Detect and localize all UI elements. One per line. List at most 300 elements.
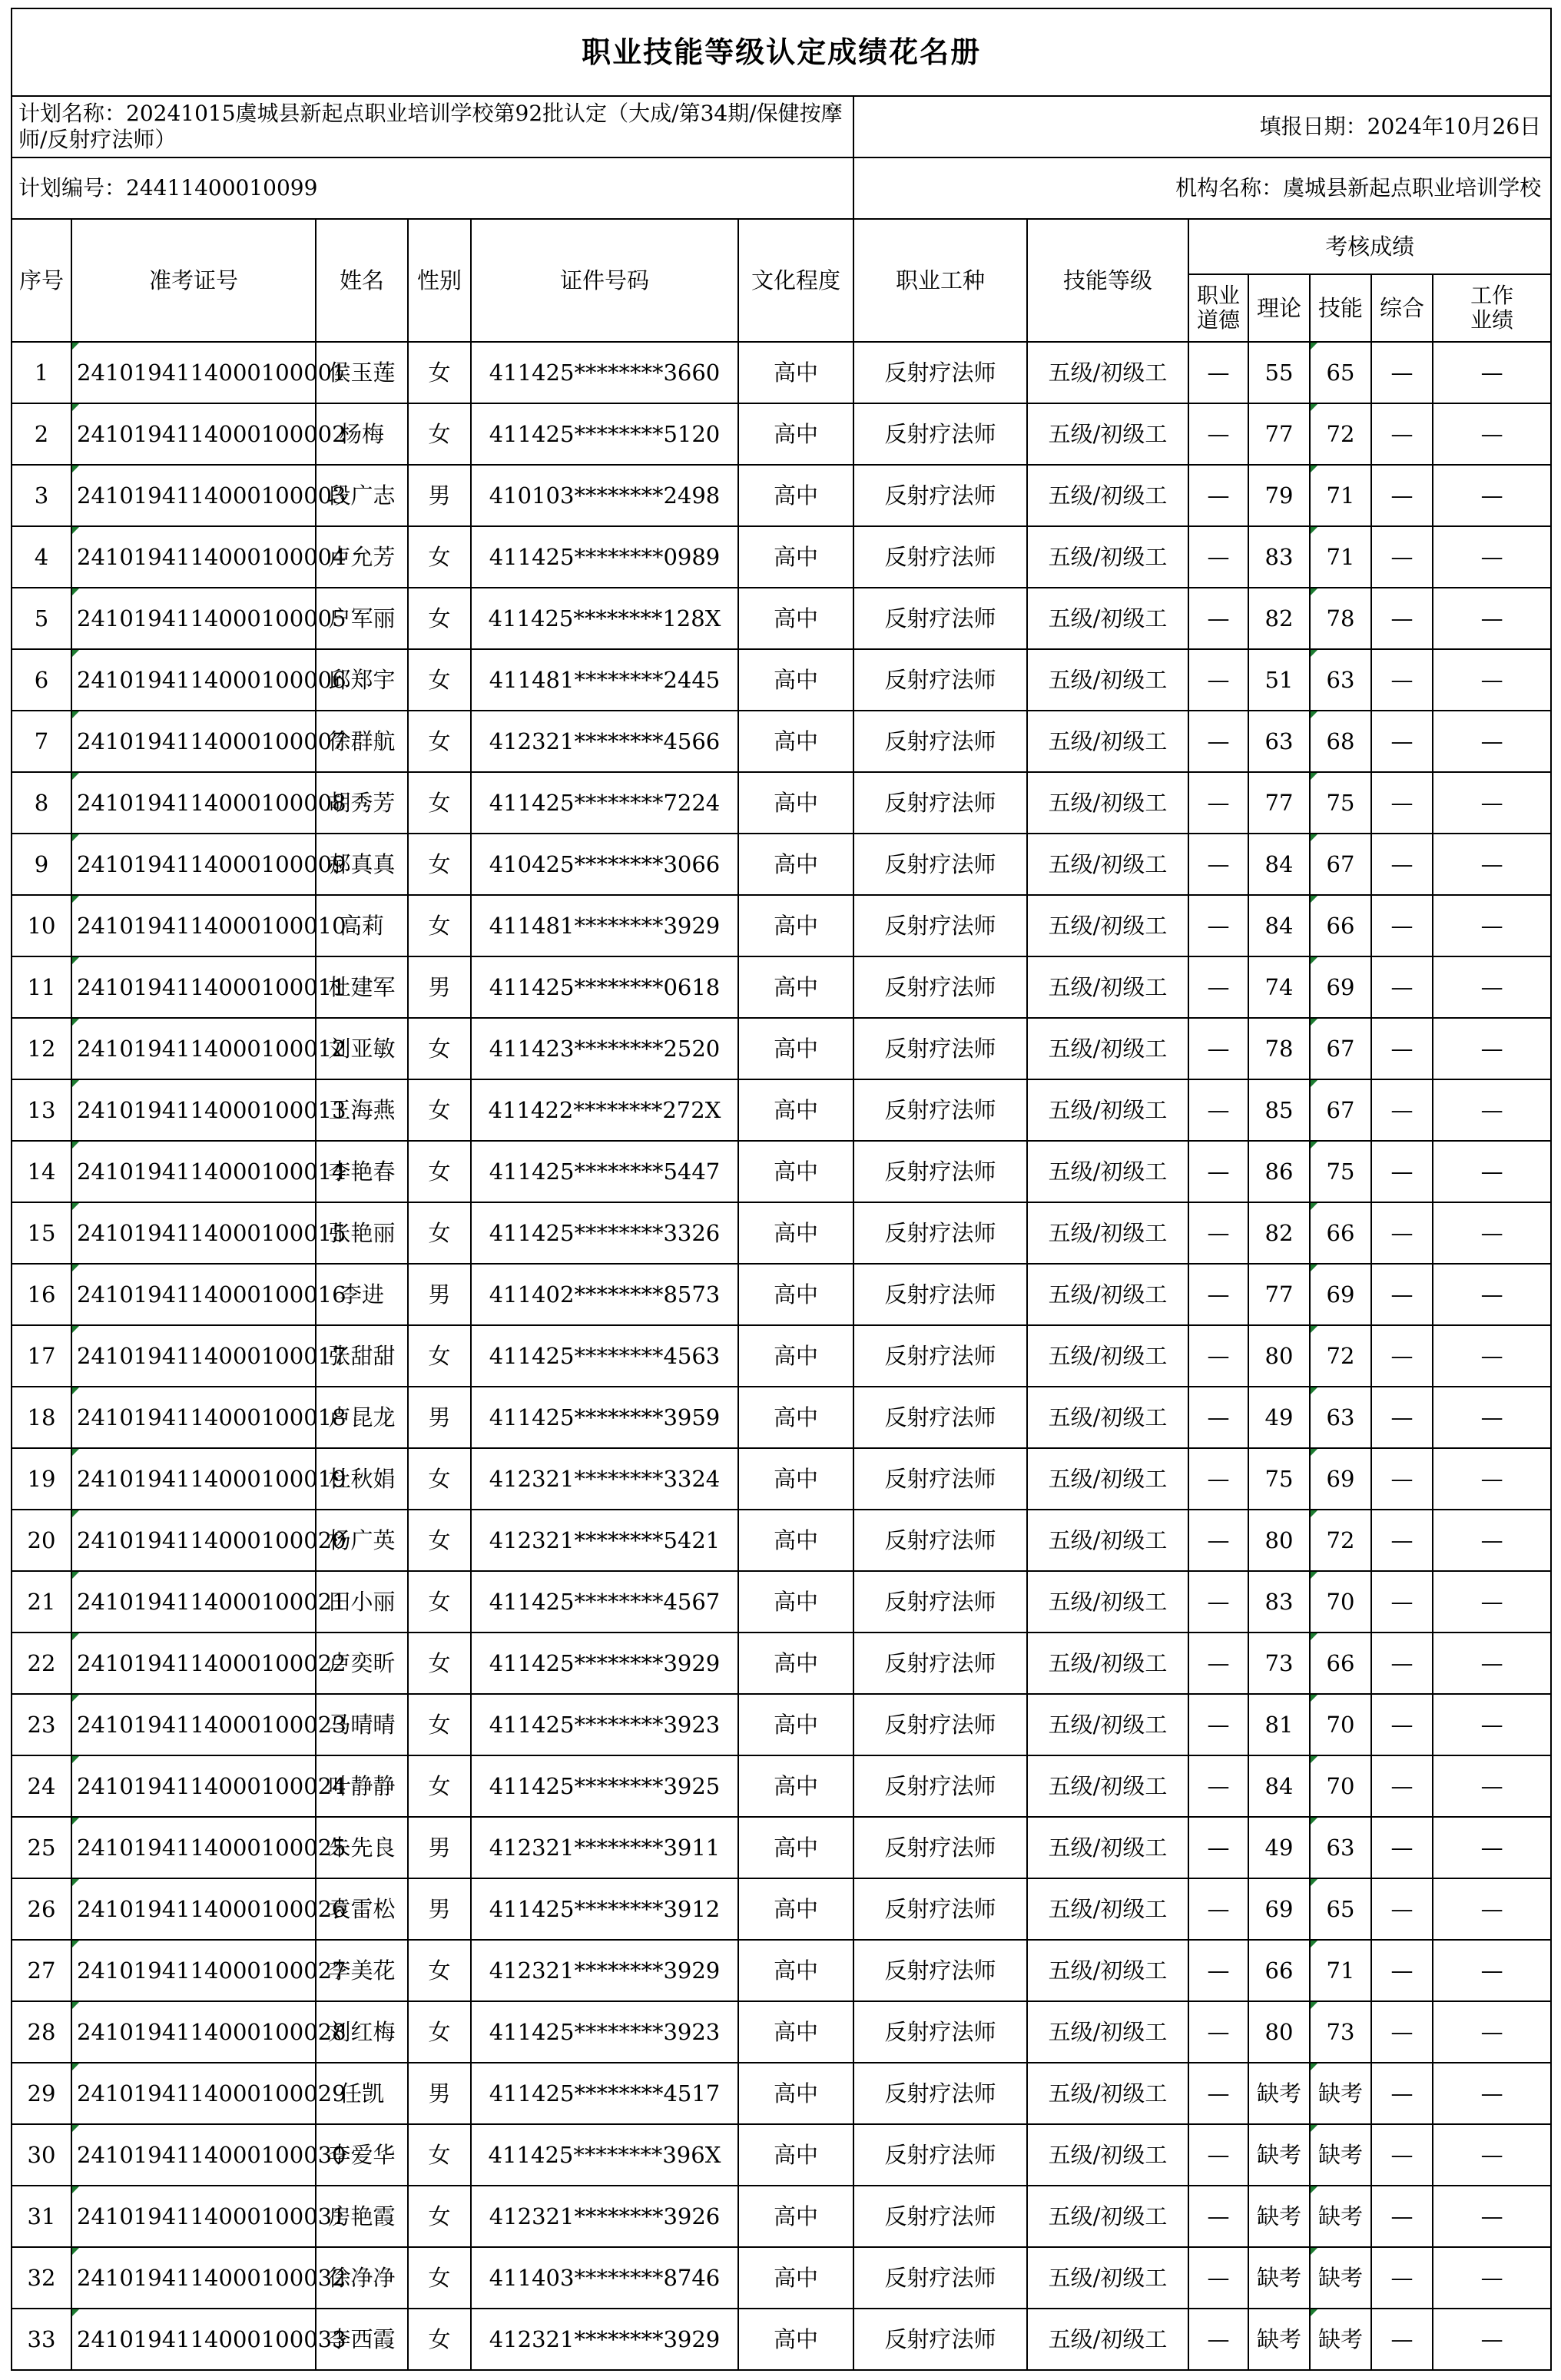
- header-id-no: 证件号码: [471, 219, 738, 342]
- cell-seq: 25: [12, 1817, 71, 1878]
- header-scores: 考核成绩: [1188, 219, 1551, 274]
- cell-education: 高中: [738, 588, 853, 649]
- plan-code: 计划编号：24411400010099: [12, 157, 853, 219]
- cell-exam-no: 2410194114000100011: [71, 956, 316, 1018]
- table-row: [12, 1510, 1551, 1571]
- cell-seq: 1: [12, 342, 71, 403]
- cell-theory: 84: [1248, 834, 1310, 895]
- cell-theory: 78: [1248, 1018, 1310, 1079]
- cell-work-performance: —: [1433, 1571, 1551, 1633]
- cell-gender: 男: [408, 465, 471, 526]
- cell-theory: 86: [1248, 1141, 1310, 1202]
- cell-education: 高中: [738, 2063, 853, 2124]
- cell-exam-no: 2410194114000100020: [71, 1510, 316, 1571]
- page-title: 职业技能等级认定成绩花名册: [12, 8, 1551, 96]
- cell-exam-no: 2410194114000100019: [71, 1448, 316, 1510]
- cell-seq: 6: [12, 649, 71, 711]
- cell-occupation: 反射疗法师: [853, 649, 1027, 711]
- cell-theory: 81: [1248, 1694, 1310, 1755]
- cell-comprehensive: —: [1371, 1755, 1433, 1817]
- cell-education: 高中: [738, 465, 853, 526]
- cell-work-performance: —: [1433, 1018, 1551, 1079]
- cell-education: 高中: [738, 1694, 853, 1755]
- cell-skill-level: 五级/初级工: [1027, 1940, 1188, 2001]
- cell-skill-level: 五级/初级工: [1027, 956, 1188, 1018]
- cell-skill-level: 五级/初级工: [1027, 1633, 1188, 1694]
- header-work-performance: 工作业绩: [1433, 274, 1551, 342]
- cell-education: 高中: [738, 1448, 853, 1510]
- cell-occupation: 反射疗法师: [853, 1448, 1027, 1510]
- cell-comprehensive: —: [1371, 1817, 1433, 1878]
- cell-work-performance: —: [1433, 2247, 1551, 2309]
- cell-skill-level: 五级/初级工: [1027, 1202, 1188, 1264]
- cell-skill: 68: [1310, 711, 1371, 772]
- cell-occupation: 反射疗法师: [853, 1817, 1027, 1878]
- cell-work-performance: —: [1433, 1940, 1551, 2001]
- cell-exam-no: 2410194114000100002: [71, 403, 316, 465]
- cell-skill-level: 五级/初级工: [1027, 1018, 1188, 1079]
- cell-exam-no: 2410194114000100017: [71, 1325, 316, 1387]
- cell-theory: 80: [1248, 2001, 1310, 2063]
- cell-work-performance: —: [1433, 2124, 1551, 2186]
- cell-exam-no: 2410194114000100031: [71, 2186, 316, 2247]
- cell-id-no: 411425********4567: [471, 1571, 738, 1633]
- cell-name: 任凯: [316, 2063, 408, 2124]
- cell-work-performance: —: [1433, 834, 1551, 895]
- cell-seq: 5: [12, 588, 71, 649]
- cell-seq: 15: [12, 1202, 71, 1264]
- cell-exam-no: 2410194114000100032: [71, 2247, 316, 2309]
- table-row: [12, 772, 1551, 834]
- table-row: [12, 342, 1551, 403]
- cell-name: 卢允芳: [316, 526, 408, 588]
- cell-exam-no: 2410194114000100015: [71, 1202, 316, 1264]
- header-comprehensive: 综合: [1371, 274, 1433, 342]
- cell-education: 高中: [738, 772, 853, 834]
- cell-skill-level: 五级/初级工: [1027, 895, 1188, 956]
- cell-name: 卢奕昕: [316, 1633, 408, 1694]
- cell-exam-no: 2410194114000100033: [71, 2309, 316, 2370]
- cell-skill: 63: [1310, 1387, 1371, 1448]
- table-row: [12, 2001, 1551, 2063]
- cell-gender: 男: [408, 1387, 471, 1448]
- cell-ethics: —: [1188, 2186, 1248, 2247]
- cell-theory: 83: [1248, 1571, 1310, 1633]
- cell-gender: 女: [408, 711, 471, 772]
- cell-skill-level: 五级/初级工: [1027, 403, 1188, 465]
- cell-skill-level: 五级/初级工: [1027, 465, 1188, 526]
- cell-gender: 女: [408, 1755, 471, 1817]
- cell-exam-no: 2410194114000100014: [71, 1141, 316, 1202]
- cell-gender: 男: [408, 1878, 471, 1940]
- table-row: [12, 588, 1551, 649]
- cell-occupation: 反射疗法师: [853, 1325, 1027, 1387]
- cell-skill: 63: [1310, 1817, 1371, 1878]
- cell-work-performance: —: [1433, 1448, 1551, 1510]
- cell-exam-no: 2410194114000100027: [71, 1940, 316, 2001]
- cell-occupation: 反射疗法师: [853, 1571, 1027, 1633]
- cell-education: 高中: [738, 2247, 853, 2309]
- table-row: [12, 1878, 1551, 1940]
- cell-comprehensive: —: [1371, 403, 1433, 465]
- cell-comprehensive: —: [1371, 2063, 1433, 2124]
- cell-ethics: —: [1188, 2063, 1248, 2124]
- cell-seq: 2: [12, 403, 71, 465]
- cell-exam-no: 2410194114000100021: [71, 1571, 316, 1633]
- header-gender: 性别: [408, 219, 471, 342]
- cell-name: 张艳丽: [316, 1202, 408, 1264]
- cell-comprehensive: —: [1371, 1202, 1433, 1264]
- cell-seq: 21: [12, 1571, 71, 1633]
- cell-skill: 75: [1310, 772, 1371, 834]
- table-row: [12, 2247, 1551, 2309]
- cell-work-performance: —: [1433, 772, 1551, 834]
- table-row: [12, 526, 1551, 588]
- cell-ethics: —: [1188, 2247, 1248, 2309]
- cell-education: 高中: [738, 1018, 853, 1079]
- cell-seq: 10: [12, 895, 71, 956]
- cell-seq: 9: [12, 834, 71, 895]
- cell-ethics: —: [1188, 2001, 1248, 2063]
- cell-comprehensive: —: [1371, 1264, 1433, 1325]
- cell-skill: 70: [1310, 1571, 1371, 1633]
- cell-skill-level: 五级/初级工: [1027, 711, 1188, 772]
- cell-name: 邱郑宇: [316, 649, 408, 711]
- cell-gender: 女: [408, 2001, 471, 2063]
- cell-education: 高中: [738, 1202, 853, 1264]
- cell-exam-no: 2410194114000100016: [71, 1264, 316, 1325]
- cell-theory: 80: [1248, 1325, 1310, 1387]
- cell-comprehensive: —: [1371, 895, 1433, 956]
- cell-occupation: 反射疗法师: [853, 1940, 1027, 2001]
- cell-education: 高中: [738, 1079, 853, 1141]
- cell-seq: 22: [12, 1633, 71, 1694]
- cell-ethics: —: [1188, 834, 1248, 895]
- cell-comprehensive: —: [1371, 956, 1433, 1018]
- cell-id-no: 411425********3959: [471, 1387, 738, 1448]
- cell-id-no: 411425********3925: [471, 1755, 738, 1817]
- cell-skill: 缺考: [1310, 2124, 1371, 2186]
- cell-education: 高中: [738, 1755, 853, 1817]
- cell-gender: 女: [408, 1571, 471, 1633]
- cell-theory: 49: [1248, 1387, 1310, 1448]
- cell-name: 李进: [316, 1264, 408, 1325]
- cell-work-performance: —: [1433, 403, 1551, 465]
- cell-theory: 77: [1248, 1264, 1310, 1325]
- cell-work-performance: —: [1433, 1755, 1551, 1817]
- cell-comprehensive: —: [1371, 2001, 1433, 2063]
- cell-work-performance: —: [1433, 342, 1551, 403]
- cell-id-no: 411425********7224: [471, 772, 738, 834]
- cell-occupation: 反射疗法师: [853, 956, 1027, 1018]
- cell-id-no: 411425********3929: [471, 1633, 738, 1694]
- cell-theory: 75: [1248, 1448, 1310, 1510]
- cell-work-performance: —: [1433, 1878, 1551, 1940]
- cell-skill-level: 五级/初级工: [1027, 1264, 1188, 1325]
- cell-comprehensive: —: [1371, 1694, 1433, 1755]
- cell-gender: 女: [408, 1325, 471, 1387]
- cell-seq: 4: [12, 526, 71, 588]
- cell-skill: 70: [1310, 1755, 1371, 1817]
- cell-education: 高中: [738, 1510, 853, 1571]
- cell-skill: 缺考: [1310, 2309, 1371, 2370]
- cell-education: 高中: [738, 1325, 853, 1387]
- cell-skill-level: 五级/初级工: [1027, 1510, 1188, 1571]
- cell-gender: 女: [408, 895, 471, 956]
- cell-exam-no: 2410194114000100018: [71, 1387, 316, 1448]
- table-row: [12, 1141, 1551, 1202]
- table-row: [12, 2063, 1551, 2124]
- cell-gender: 女: [408, 1940, 471, 2001]
- cell-work-performance: —: [1433, 1817, 1551, 1878]
- cell-work-performance: —: [1433, 711, 1551, 772]
- cell-theory: 82: [1248, 588, 1310, 649]
- cell-ethics: —: [1188, 956, 1248, 1018]
- cell-comprehensive: —: [1371, 1141, 1433, 1202]
- cell-skill: 63: [1310, 649, 1371, 711]
- cell-name: 叶静静: [316, 1755, 408, 1817]
- cell-exam-no: 2410194114000100005: [71, 588, 316, 649]
- cell-exam-no: 2410194114000100024: [71, 1755, 316, 1817]
- header-skill: 技能: [1310, 274, 1371, 342]
- table-row: [12, 1633, 1551, 1694]
- table-row: [12, 895, 1551, 956]
- cell-skill: 缺考: [1310, 2247, 1371, 2309]
- table-row: [12, 465, 1551, 526]
- cell-gender: 女: [408, 1694, 471, 1755]
- cell-id-no: 411425********128X: [471, 588, 738, 649]
- cell-education: 高中: [738, 711, 853, 772]
- cell-occupation: 反射疗法师: [853, 772, 1027, 834]
- cell-ethics: —: [1188, 588, 1248, 649]
- cell-skill-level: 五级/初级工: [1027, 1141, 1188, 1202]
- cell-skill: 75: [1310, 1141, 1371, 1202]
- cell-gender: 女: [408, 342, 471, 403]
- cell-comprehensive: —: [1371, 1018, 1433, 1079]
- cell-name: 房艳霞: [316, 2186, 408, 2247]
- cell-id-no: 411481********3929: [471, 895, 738, 956]
- cell-work-performance: —: [1433, 526, 1551, 588]
- header-theory: 理论: [1248, 274, 1310, 342]
- cell-skill: 72: [1310, 403, 1371, 465]
- cell-ethics: —: [1188, 1633, 1248, 1694]
- cell-ethics: —: [1188, 465, 1248, 526]
- table-row: [12, 834, 1551, 895]
- cell-work-performance: —: [1433, 895, 1551, 956]
- cell-skill: 66: [1310, 1202, 1371, 1264]
- cell-theory: 63: [1248, 711, 1310, 772]
- cell-id-no: 411425********3923: [471, 1694, 738, 1755]
- cell-skill: 69: [1310, 1448, 1371, 1510]
- cell-occupation: 反射疗法师: [853, 2247, 1027, 2309]
- cell-occupation: 反射疗法师: [853, 1387, 1027, 1448]
- cell-education: 高中: [738, 342, 853, 403]
- cell-gender: 女: [408, 1448, 471, 1510]
- cell-exam-no: 2410194114000100012: [71, 1018, 316, 1079]
- cell-occupation: 反射疗法师: [853, 1510, 1027, 1571]
- cell-exam-no: 2410194114000100001: [71, 342, 316, 403]
- cell-id-no: 412321********3929: [471, 2309, 738, 2370]
- cell-name: 杜秋娟: [316, 1448, 408, 1510]
- cell-exam-no: 2410194114000100026: [71, 1878, 316, 1940]
- cell-seq: 20: [12, 1510, 71, 1571]
- cell-gender: 男: [408, 2063, 471, 2124]
- cell-skill-level: 五级/初级工: [1027, 1571, 1188, 1633]
- cell-exam-no: 2410194114000100008: [71, 772, 316, 834]
- cell-work-performance: —: [1433, 1510, 1551, 1571]
- cell-comprehensive: —: [1371, 834, 1433, 895]
- cell-name: 马晴晴: [316, 1694, 408, 1755]
- cell-work-performance: —: [1433, 2309, 1551, 2370]
- plan-name: 计划名称：20241015虞城县新起点职业培训学校第92批认定（大成/第34期/保健按摩师/反射疗法师）: [12, 96, 853, 157]
- header-seq: 序号: [12, 219, 71, 342]
- cell-comprehensive: —: [1371, 772, 1433, 834]
- cell-skill-level: 五级/初级工: [1027, 834, 1188, 895]
- cell-skill: 72: [1310, 1325, 1371, 1387]
- cell-skill: 66: [1310, 1633, 1371, 1694]
- cell-seq: 16: [12, 1264, 71, 1325]
- cell-seq: 33: [12, 2309, 71, 2370]
- cell-comprehensive: —: [1371, 2309, 1433, 2370]
- table-row: [12, 1755, 1551, 1817]
- cell-id-no: 411425********396X: [471, 2124, 738, 2186]
- cell-name: 李爱华: [316, 2124, 408, 2186]
- cell-comprehensive: —: [1371, 2186, 1433, 2247]
- cell-gender: 女: [408, 834, 471, 895]
- cell-exam-no: 2410194114000100006: [71, 649, 316, 711]
- cell-comprehensive: —: [1371, 1325, 1433, 1387]
- cell-id-no: 411425********0989: [471, 526, 738, 588]
- cell-occupation: 反射疗法师: [853, 711, 1027, 772]
- cell-exam-no: 2410194114000100023: [71, 1694, 316, 1755]
- cell-name: 户军丽: [316, 588, 408, 649]
- cell-exam-no: 2410194114000100022: [71, 1633, 316, 1694]
- roster-sheet: [11, 8, 1550, 2371]
- cell-comprehensive: —: [1371, 1571, 1433, 1633]
- cell-education: 高中: [738, 2124, 853, 2186]
- table-row: [12, 1202, 1551, 1264]
- cell-skill: 78: [1310, 588, 1371, 649]
- cell-skill-level: 五级/初级工: [1027, 1387, 1188, 1448]
- cell-id-no: 411423********2520: [471, 1018, 738, 1079]
- cell-skill-level: 五级/初级工: [1027, 1817, 1188, 1878]
- header-occupation: 职业工种: [853, 219, 1027, 342]
- cell-ethics: —: [1188, 1387, 1248, 1448]
- cell-id-no: 411425********0618: [471, 956, 738, 1018]
- cell-gender: 女: [408, 1510, 471, 1571]
- table-row: [12, 1387, 1551, 1448]
- table-row: [12, 711, 1551, 772]
- cell-theory: 缺考: [1248, 2124, 1310, 2186]
- cell-theory: 77: [1248, 772, 1310, 834]
- cell-gender: 女: [408, 649, 471, 711]
- cell-id-no: 411481********2445: [471, 649, 738, 711]
- cell-skill: 67: [1310, 1079, 1371, 1141]
- cell-exam-no: 2410194114000100010: [71, 895, 316, 956]
- cell-seq: 26: [12, 1878, 71, 1940]
- table-row: [12, 2309, 1551, 2370]
- cell-ethics: —: [1188, 1079, 1248, 1141]
- cell-name: 张甜甜: [316, 1325, 408, 1387]
- cell-ethics: —: [1188, 526, 1248, 588]
- header-ethics: 职业道德: [1188, 274, 1248, 342]
- cell-education: 高中: [738, 1571, 853, 1633]
- cell-comprehensive: —: [1371, 588, 1433, 649]
- cell-skill: 71: [1310, 1940, 1371, 2001]
- cell-skill: 71: [1310, 526, 1371, 588]
- table-row: [12, 1448, 1551, 1510]
- cell-skill: 66: [1310, 895, 1371, 956]
- cell-education: 高中: [738, 649, 853, 711]
- cell-exam-no: 2410194114000100003: [71, 465, 316, 526]
- table-row: [12, 1571, 1551, 1633]
- cell-work-performance: —: [1433, 1202, 1551, 1264]
- cell-comprehensive: —: [1371, 1878, 1433, 1940]
- cell-work-performance: —: [1433, 588, 1551, 649]
- cell-gender: 女: [408, 1079, 471, 1141]
- cell-skill-level: 五级/初级工: [1027, 1079, 1188, 1141]
- cell-occupation: 反射疗法师: [853, 465, 1027, 526]
- cell-skill-level: 五级/初级工: [1027, 649, 1188, 711]
- cell-seq: 3: [12, 465, 71, 526]
- cell-ethics: —: [1188, 1325, 1248, 1387]
- cell-id-no: 412321********3324: [471, 1448, 738, 1510]
- cell-occupation: 反射疗法师: [853, 1202, 1027, 1264]
- cell-education: 高中: [738, 2001, 853, 2063]
- cell-occupation: 反射疗法师: [853, 1755, 1027, 1817]
- cell-occupation: 反射疗法师: [853, 403, 1027, 465]
- cell-occupation: 反射疗法师: [853, 342, 1027, 403]
- cell-seq: 7: [12, 711, 71, 772]
- cell-skill-level: 五级/初级工: [1027, 1878, 1188, 1940]
- cell-exam-no: 2410194114000100013: [71, 1079, 316, 1141]
- cell-name: 胡秀芳: [316, 772, 408, 834]
- header-exam-no: 准考证号: [71, 219, 316, 342]
- cell-name: 袁雷松: [316, 1878, 408, 1940]
- cell-ethics: —: [1188, 2309, 1248, 2370]
- cell-education: 高中: [738, 834, 853, 895]
- cell-theory: 缺考: [1248, 2309, 1310, 2370]
- cell-theory: 缺考: [1248, 2063, 1310, 2124]
- cell-id-no: 411425********4517: [471, 2063, 738, 2124]
- cell-gender: 男: [408, 1264, 471, 1325]
- cell-skill-level: 五级/初级工: [1027, 2309, 1188, 2370]
- cell-seq: 31: [12, 2186, 71, 2247]
- header-skill-level: 技能等级: [1027, 219, 1188, 342]
- cell-work-performance: —: [1433, 1264, 1551, 1325]
- cell-name: 杜建军: [316, 956, 408, 1018]
- cell-skill-level: 五级/初级工: [1027, 2247, 1188, 2309]
- cell-seq: 18: [12, 1387, 71, 1448]
- cell-name: 王海燕: [316, 1079, 408, 1141]
- cell-ethics: —: [1188, 1510, 1248, 1571]
- cell-name: 郝真真: [316, 834, 408, 895]
- cell-name: 段广志: [316, 465, 408, 526]
- cell-skill: 70: [1310, 1694, 1371, 1755]
- cell-work-performance: —: [1433, 2063, 1551, 2124]
- cell-name: 田小丽: [316, 1571, 408, 1633]
- cell-comprehensive: —: [1371, 342, 1433, 403]
- cell-education: 高中: [738, 895, 853, 956]
- cell-seq: 24: [12, 1755, 71, 1817]
- cell-education: 高中: [738, 956, 853, 1018]
- cell-id-no: 410103********2498: [471, 465, 738, 526]
- cell-exam-no: 2410194114000100007: [71, 711, 316, 772]
- cell-theory: 缺考: [1248, 2247, 1310, 2309]
- cell-exam-no: 2410194114000100029: [71, 2063, 316, 2124]
- cell-education: 高中: [738, 2309, 853, 2370]
- cell-id-no: 411425********5120: [471, 403, 738, 465]
